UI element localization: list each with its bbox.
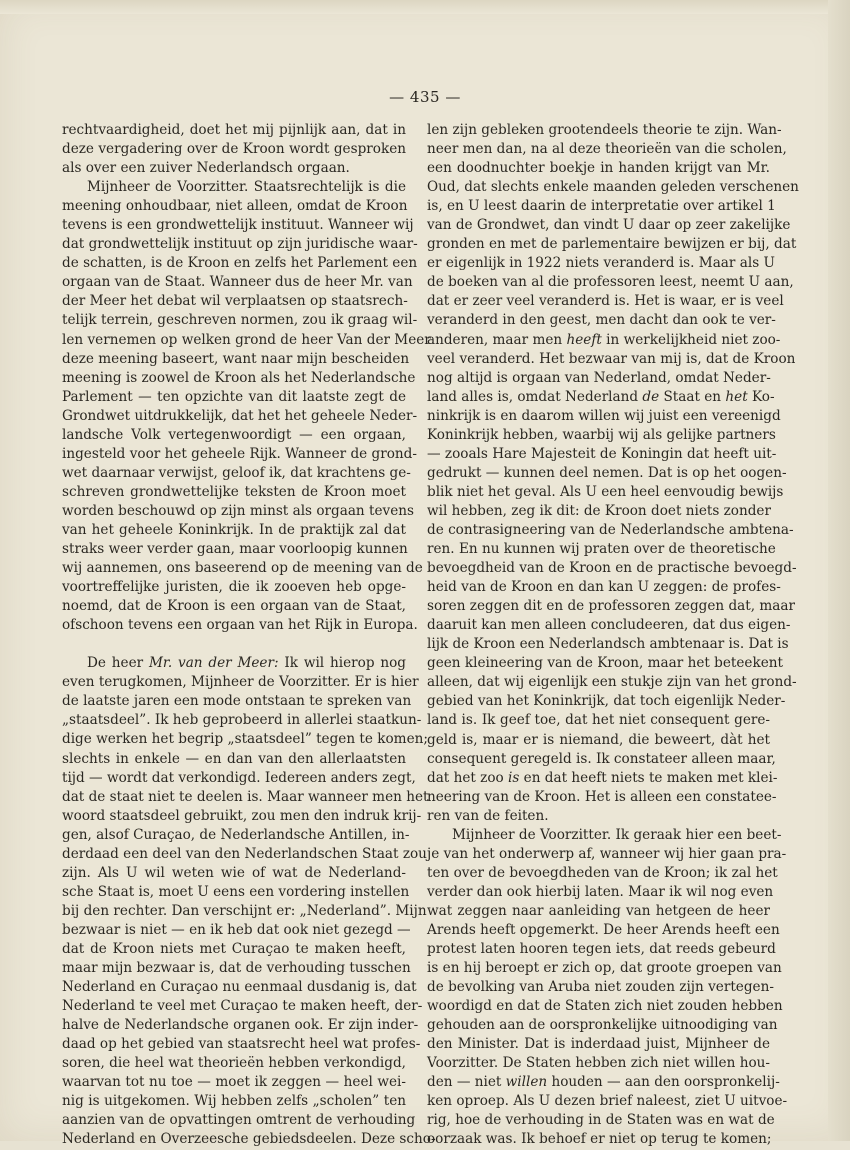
- emphasis: het: [725, 388, 748, 405]
- text-line: daad op het gebied van staatsrecht heel wat profes-: [62, 1036, 421, 1053]
- text-line: zijn. Als U wil weten wie of wat de Nederland-: [62, 864, 406, 881]
- text-line: geld is, maar er is niemand, die beweert, dàt het: [427, 731, 770, 748]
- emphasis: willen: [505, 1074, 548, 1091]
- text-line: als over een zuiver Nederlandsch orgaan.: [62, 160, 350, 177]
- text-line: veel veranderd. Het bezwaar van mij is, dat de Kroon: [427, 350, 796, 367]
- text-line: den — niet willen houden — aan den oorspronkelij-: [427, 1074, 780, 1091]
- text-line: neer men dan, na al deze theorieën van die scholen,: [427, 141, 787, 158]
- page-right-edge: [828, 0, 850, 1141]
- left-column: [62, 121, 436, 1149]
- text-line: den Minister. Dat is inderdaad juist, Mijnheer de: [427, 1036, 770, 1053]
- speaker-name: Mr. van der Meer:: [148, 655, 279, 672]
- text-line: anderen, maar men heeft in werkelijkheid niet zoo-: [427, 331, 781, 348]
- text-line: dat het zoo is en dat heeft niets te maken met klei-: [427, 769, 778, 786]
- text-line: wij aannemen, ons baseerend op de meening van de: [62, 560, 423, 577]
- text-line: voortreffelijke juristen, die ik zooeven heb opge-: [62, 579, 406, 596]
- text-line: dat de Kroon niets met Curaçao te maken heeft,: [62, 940, 406, 957]
- text-line: gehouden aan de oorspronkelijke uitnoodiging van: [427, 1017, 778, 1034]
- text-line: aanzien van de opvattingen omtrent de verhouding: [62, 1112, 416, 1129]
- emphasis: is: [508, 769, 520, 786]
- text-line: van het geheele Koninkrijk. In de praktijk zal dat: [62, 521, 406, 538]
- text-line: Oud, dat slechts enkele maanden geleden verschenen: [427, 179, 799, 196]
- text-line: sche Staat is, moet U eens een vordering instellen: [62, 883, 410, 900]
- text-line: ingesteld voor het geheele Rijk. Wanneer de grond-: [62, 445, 417, 462]
- text-line: orgaan van de Staat. Wanneer dus de heer Mr. van: [62, 274, 413, 291]
- paragraph: [427, 826, 787, 1074]
- paragraph: [62, 178, 431, 635]
- page-number: — 435 —: [389, 88, 461, 106]
- text-line: tijd — wordt dat verkondigd. Iedereen anders zegt,: [62, 769, 416, 786]
- text-line: even terugkomen, Mijnheer de Voorzitter. Er is hier: [62, 674, 419, 691]
- paragraph: [62, 121, 406, 178]
- text-line: dat grondwettelijk instituut op zijn juridische waar-: [62, 236, 418, 253]
- text-line: blik niet het geval. Als U een heel eenvoudig bewijs: [427, 483, 784, 500]
- text-line: gen, alsof Curaçao, de Nederlandsche Antillen, in-: [62, 826, 410, 843]
- text-line: ninkrijk is en daarom willen wij juist een vereenigd: [427, 407, 781, 424]
- paragraph-gap: [62, 635, 406, 654]
- text-line: woord staatsdeel gebruikt, zou men den indruk krij-: [62, 807, 422, 824]
- text-line: daaruit kan men alleen concludeeren, dat dus eigen-: [427, 617, 791, 634]
- text-line: slechts in enkele — en dan van den allerlaatsten: [62, 750, 406, 767]
- text-line: een doodnuchter boekje in handen krijgt van Mr.: [427, 160, 770, 177]
- text-line: is en hij beroept er zich op, dat groote groepen van: [427, 960, 782, 977]
- paragraph: [427, 788, 777, 826]
- text-line: Arends heeft opgemerkt. De heer Arends heeft een: [427, 921, 780, 938]
- text-line: De heer Mr. van der Meer: Ik wil hierop nog: [87, 655, 406, 672]
- text-line: neering van de Kroon. Het is alleen een constatee-: [427, 788, 777, 805]
- text-line: ofschoon tevens een orgaan van het Rijk in Europa.: [62, 617, 418, 634]
- text-line: meening is zoowel de Kroon als het Nederlandsche: [62, 369, 416, 386]
- text-line: verder dan ook hierbij laten. Maar ik wil nog even: [427, 883, 774, 900]
- text-line: bevoegdheid van de Kroon en de practische bevoegd-: [427, 560, 797, 577]
- text-line: Mijnheer de Voorzitter. Staatsrechtelijk is die: [87, 179, 406, 196]
- text-line: er eigenlijk in 1922 niets veranderd is. Maar als U: [427, 255, 775, 272]
- right-column: [427, 121, 799, 1150]
- text-line: maar mijn bezwaar is, dat de verhouding tusschen: [62, 960, 411, 977]
- text-line: protest laten hooren tegen iets, dat reeds gebeurd: [427, 941, 776, 958]
- paragraph: [427, 407, 797, 769]
- text-line: der Meer het debat wil verplaatsen op staatsrech-: [62, 293, 408, 310]
- text-line: waarvan tot nu toe — moet ik zeggen — heel wei-: [62, 1074, 406, 1091]
- paragraph: [427, 1092, 788, 1149]
- text-line: schreven grondwettelijke teksten de Kroon moet: [62, 483, 406, 500]
- text-line: wet daarnaar verwijst, geloof ik, dat krachtens ge-: [62, 464, 411, 481]
- text-line: van de Grondwet, dan vindt U daar op zeer zakelijke: [427, 217, 791, 234]
- text-line: alleen, dat wij eigenlijk een stukje zijn van het grond-: [427, 674, 797, 691]
- paragraph: [62, 673, 436, 1149]
- text-line: worden beschouwd op zijn minst als orgaan tevens: [62, 502, 414, 519]
- text-line: tevens is een grondwettelijk instituut. Wanneer wij: [62, 217, 414, 234]
- text-line: de boeken van al die professoren leest, neemt U aan,: [427, 274, 794, 291]
- text-line: ten over de bevoegdheden van de Kroon; ik zal het: [427, 864, 778, 881]
- text-line: — zooals Hare Majesteit de Koningin dat heeft uit-: [427, 445, 777, 462]
- text-line: is, en U leest daarin de interpretatie over artikel 1: [427, 198, 776, 215]
- emphasis: de: [642, 388, 660, 405]
- page-top-edge: [0, 0, 850, 14]
- text-line: Mijnheer de Voorzitter. Ik geraak hier een beet-: [452, 826, 782, 843]
- text-line: Parlement — ten opzichte van dit laatste zegt de: [62, 388, 406, 405]
- emphasis: heeft: [566, 331, 602, 348]
- text-line: land is. Ik geef toe, dat het niet consequent gere-: [427, 712, 770, 729]
- text-line: oorzaak was. Ik behoef er niet op terug te komen;: [427, 1131, 772, 1148]
- text-line: noemd, dat de Kroon is een orgaan van de Staat,: [62, 598, 406, 615]
- text-line: Nederland en Overzeesche gebiedsdeelen. Deze scho-: [62, 1131, 436, 1148]
- text-line: bij den rechter. Dan verschijnt er: „Nederland”. Mijn: [62, 902, 427, 919]
- text-line: gedrukt — kunnen deel nemen. Dat is op het oogen-: [427, 464, 787, 481]
- text-line: ken oproep. Als U dezen brief naleest, ziet U uitvoe-: [427, 1093, 788, 1110]
- text-line: ren van de feiten.: [427, 807, 549, 824]
- text-line: rig, hoe de verhouding in de Staten was en wat de: [427, 1112, 775, 1129]
- text-line: Voorzitter. De Staten hebben zich niet willen hou-: [427, 1055, 770, 1072]
- text-line: veranderd in den geest, men dacht dan ook te ver-: [427, 312, 776, 329]
- text-line: consequent geregeld is. Ik constateer alleen maar,: [427, 750, 776, 767]
- paragraph: [427, 350, 796, 388]
- text-line: len zijn gebleken grootendeels theorie te zijn. Wan-: [427, 122, 782, 138]
- text-line: lijk de Kroon een Nederlandsch ambtenaar is. Dat is: [427, 636, 789, 653]
- text-line: de bevolking van Aruba niet zouden zijn vertegen-: [427, 979, 774, 996]
- text-line: gronden en met de parlementaire bewijzen er bij, dat: [427, 236, 797, 253]
- text-line: dige werken het begrip „staatsdeel” tegen te komen;: [62, 731, 428, 748]
- text-line: Grondwet uitdrukkelijk, dat het het geheele Neder-: [62, 407, 418, 424]
- text-line: nig is uitgekomen. Wij hebben zelfs „scholen” ten: [62, 1093, 406, 1110]
- text-line: bezwaar is niet — en ik heb dat ook niet gezegd —: [62, 921, 411, 938]
- text-line: de schatten, is de Kroon en zelfs het Parlement een: [62, 255, 418, 272]
- text-line: rechtvaardigheid, doet het mij pijnlijk aan, dat in: [62, 122, 406, 138]
- text-line: woordigd en dat de Staten zich niet zouden hebben: [427, 998, 783, 1015]
- text-line: telijk terrein, geschreven normen, zou ik graag wil-: [62, 312, 418, 329]
- text-line: land alles is, omdat Nederland de Staat en het Ko-: [427, 388, 775, 405]
- text-line: halve de Nederlandsche organen ook. Er zijn inder-: [62, 1017, 419, 1034]
- text-line: dat er zeer veel veranderd is. Het is waar, er is veel: [427, 293, 784, 310]
- text-line: wil hebben, zeg ik dit: de Kroon doet niets zonder: [427, 502, 771, 519]
- paragraph: [427, 121, 799, 331]
- text-line: heid van de Kroon en dan kan U zeggen: de profes-: [427, 579, 781, 596]
- text-line: Nederland en Curaçao nu eenmaal dusdanig is, dat: [62, 979, 417, 996]
- text-line: meening onhoudbaar, niet alleen, omdat de Kroon: [62, 198, 408, 215]
- text-line: de laatste jaren een mode ontstaan te spreken van: [62, 693, 412, 710]
- text-line: ren. En nu kunnen wij praten over de theoretische: [427, 541, 776, 558]
- text-line: Koninkrijk hebben, waarbij wij als gelijke partners: [427, 426, 776, 443]
- text-line: len vernemen op welken grond de heer Van der Meer: [62, 331, 431, 348]
- text-line: straks weer verder gaan, maar voorloopig kunnen: [62, 541, 408, 558]
- text-line: wat zeggen naar aanleiding van hetgeen de heer: [427, 902, 770, 919]
- text-line: gebied van het Koninkrijk, dat toch eigenlijk Neder-: [427, 693, 786, 710]
- text-line: Nederland te veel met Curaçao te maken heeft, der-: [62, 998, 423, 1015]
- text-line: geen kleineering van de Kroon, maar het beteekent: [427, 655, 783, 672]
- text-line: de contrasigneering van de Nederlandsche ambtena-: [427, 521, 794, 538]
- text-line: deze vergadering over de Kroon wordt gesproken: [62, 141, 406, 158]
- text-line: soren zeggen dit en de professoren zeggen dat, maar: [427, 598, 795, 615]
- text-line: dat de staat niet te deelen is. Maar wanneer men het: [62, 788, 429, 805]
- text-line: nog altijd is orgaan van Nederland, omdat Neder-: [427, 369, 771, 386]
- text-line: landsche Volk vertegenwoordigt — een orgaan,: [62, 426, 406, 443]
- text-line: derdaad een deel van den Nederlandschen Staat zou: [62, 845, 427, 862]
- text-line: je van het onderwerp af, wanneer wij hier gaan pra-: [427, 845, 787, 862]
- text-line: soren, die heel wat theorieën hebben verkondigd,: [62, 1055, 406, 1072]
- text-line: deze meening baseert, want naar mijn bescheiden: [62, 350, 410, 367]
- text-line: „staatsdeel”. Ik heb geprobeerd in allerlei staatkun-: [62, 712, 422, 729]
